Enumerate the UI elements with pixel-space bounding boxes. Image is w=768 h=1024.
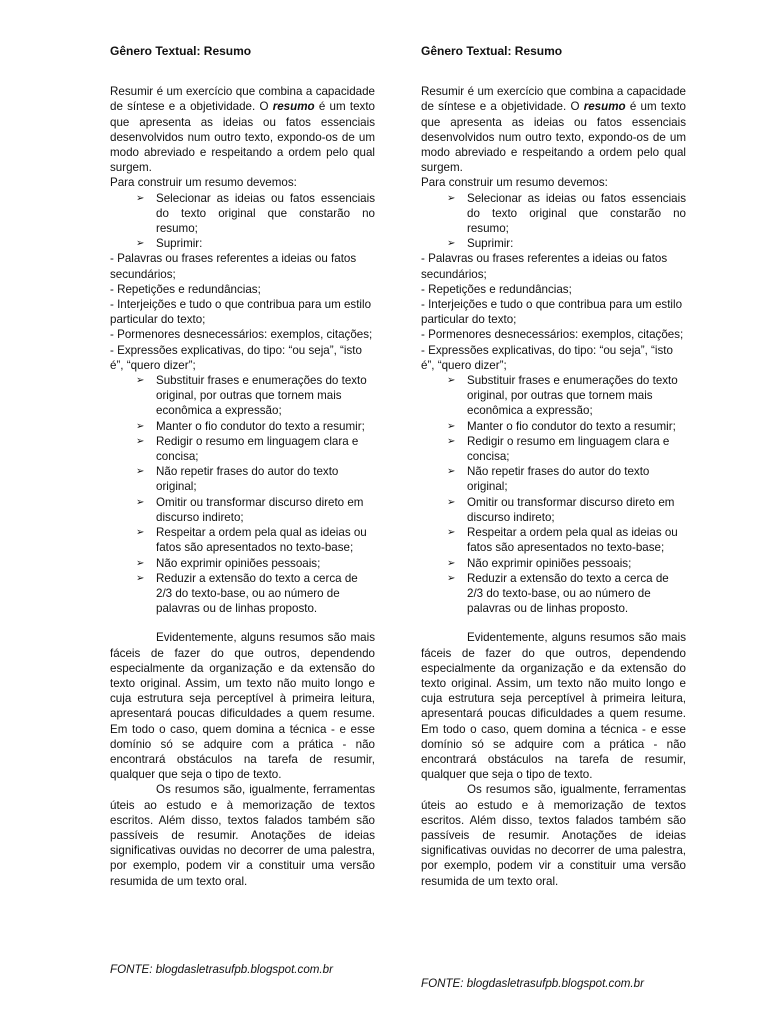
bullet-item [110,464,375,494]
bullet-text: Não exprimir opiniões pessoais; [467,556,632,570]
bullet-text: Redigir o resumo em linguagem clara e concisa; [156,434,359,464]
source-credit: FONTE: blogdasletrasufpb.blogspot.com.br [110,962,333,976]
bullet-text: Suprimir: [467,237,514,251]
intro-text-end: é um texto que apresenta as ideias ou fatos essenciais desenvolvidos num outro texto, expondo-os de um modo abreviado e respeitando a ordem pelo qual surgem. [110,100,375,175]
arrowhead-bullet-icon: ➢ [447,238,456,250]
body-paragraph: Os resumos são, igualmente, ferramentas úteis ao estudo e à memorização de textos escritos. Além disso, textos falados também são passíveis de resumir. Anotações de ideias significativas ouvidas no decorrer de uma palestra, por exemplo, podem vir a constituir uma versão resumida de um texto oral. [421,783,686,888]
bullet-item [421,525,686,555]
body-paragraph: Evidentemente, alguns resumos são mais fáceis de fazer do que outros, dependendo especialmente da organização e da extensão do texto original. Assim, um texto não muito longo e cuja estrutura seja perceptível à primeira leitura, apresentará poucas dificuldades a quem resume. Em todo o caso, quem domina a técnica - e esse domínio só se adquire com a prática - não encontrará obstáculos na tarefa de resumir, qualquer que seja o tipo de texto. [110,631,375,782]
bullet-text: Não repetir frases do autor do texto original; [156,465,339,494]
arrowhead-bullet-icon: ➢ [136,375,145,387]
bullet-item [110,434,375,464]
bullet-item [421,556,686,571]
left-column [110,44,375,976]
dash-item: - Pormenores desnecessários: exemplos, citações; [110,328,373,342]
bullet-text: Reduzir a extensão do texto a cerca de 2/3 do texto-base, ou ao número de palavras ou de linhas proposto. [467,571,669,616]
bullet-item [110,571,375,617]
bullet-item [421,495,686,525]
bullet-text: Redigir o resumo em linguagem clara e concisa; [467,434,670,464]
arrowhead-bullet-icon: ➢ [136,466,145,478]
dash-item: - Expressões explicativas, do tipo: “ou seja”, “isto é”, “quero dizer”; [421,343,673,372]
arrowhead-bullet-icon: ➢ [447,192,456,204]
bullet-item [421,434,686,464]
intro-text-end: é um texto que apresenta as ideias ou fatos essenciais desenvolvidos num outro texto, expondo-os de um modo abreviado e respeitando a ordem pelo qual surgem. [421,100,686,175]
arrowhead-bullet-icon: ➢ [447,466,456,478]
column-title: Gênero Textual: Resumo [110,44,252,58]
intro-emphasis: resumo [583,100,626,114]
bullet-text: Selecionar as ideias ou fatos essenciais do texto original que constarão no resumo; [156,191,375,236]
arrowhead-bullet-icon: ➢ [136,527,145,539]
dash-item: - Repetições e redundâncias; [110,282,261,296]
bullet-item [421,419,686,434]
bullet-text: Não repetir frases do autor do texto original; [467,465,650,494]
bullet-text: Substituir frases e enumerações do texto original, por outras que tornem mais econômica a expressão; [467,374,678,418]
bullet-item [110,495,375,525]
bullet-item [421,191,686,237]
body-paragraph: Evidentemente, alguns resumos são mais fáceis de fazer do que outros, dependendo especialmente da organização e da extensão do texto original. Assim, um texto não muito longo e cuja estrutura seja perceptível à primeira leitura, apresentará poucas dificuldades a quem resume. Em todo o caso, quem domina a técnica - e esse domínio só se adquire com a prática - não encontrará obstáculos na tarefa de resumir, qualquer que seja o tipo de texto. [421,631,686,782]
arrowhead-bullet-icon: ➢ [136,420,145,432]
bullet-item [110,525,375,555]
arrowhead-bullet-icon: ➢ [447,527,456,539]
intro-paragraph [421,84,686,175]
bullet-item [110,556,375,571]
dash-item: - Palavras ou frases referentes a ideias ou fatos secundários; [110,252,357,281]
bullet-item [110,373,375,419]
bullet-text: Reduzir a extensão do texto a cerca de 2/3 do texto-base, ou ao número de palavras ou de linhas proposto. [156,571,358,616]
arrowhead-bullet-icon: ➢ [447,375,456,387]
intro-text-start: Resumir é um exercício que combina a capacidade de síntese e a objetividade. O [110,85,375,114]
intro-emphasis: resumo [272,100,315,114]
bullet-text: Omitir ou transformar discurso direto em discurso indireto; [467,495,675,524]
body-paragraph: Os resumos são, igualmente, ferramentas úteis ao estudo e à memorização de textos escritos. Além disso, textos falados também são passíveis de resumir. Anotações de ideias significativas ouvidas no decorrer de uma palestra, por exemplo, podem vir a constituir uma versão resumida de um texto oral. [110,783,375,888]
bullet-text: Não exprimir opiniões pessoais; [156,556,321,570]
bullet-text: Selecionar as ideias ou fatos essenciais do texto original que constarão no resumo; [467,191,686,236]
arrowhead-bullet-icon: ➢ [447,496,456,508]
construct-line: Para construir um resumo devemos: [421,176,608,190]
bullet-text: Suprimir: [156,237,203,251]
bullet-item [421,373,686,419]
dash-item: - Expressões explicativas, do tipo: “ou seja”, “isto é”, “quero dizer”; [110,343,362,372]
bullet-text: Substituir frases e enumerações do texto original, por outras que tornem mais econômica a expressão; [156,374,367,418]
dash-item: - Pormenores desnecessários: exemplos, citações; [421,328,684,342]
bullet-item [110,191,375,237]
construct-line: Para construir um resumo devemos: [110,176,297,190]
spacer [110,616,375,630]
bullet-text: Respeitar a ordem pela qual as ideias ou fatos são apresentados no texto-base; [467,526,678,555]
arrowhead-bullet-icon: ➢ [447,435,456,447]
right-column [421,44,686,990]
dash-item: - Palavras ou frases referentes a ideias ou fatos secundários; [421,252,668,281]
bullet-item [110,419,375,434]
bullet-item [421,236,686,251]
arrowhead-bullet-icon: ➢ [136,557,145,569]
arrowhead-bullet-icon: ➢ [136,238,145,250]
column-title: Gênero Textual: Resumo [421,44,563,58]
source-credit: FONTE: blogdasletrasufpb.blogspot.com.br [421,976,644,990]
intro-paragraph [110,84,375,175]
bullet-item [110,236,375,251]
arrowhead-bullet-icon: ➢ [136,192,145,204]
bullet-text: Omitir ou transformar discurso direto em discurso indireto; [156,495,364,524]
arrowhead-bullet-icon: ➢ [447,557,456,569]
dash-item: - Interjeições e tudo o que contribua para um estilo particular do texto; [421,298,683,327]
spacer [421,616,686,630]
dash-item: - Interjeições e tudo o que contribua para um estilo particular do texto; [110,298,372,327]
bullet-text: Manter o fio condutor do texto a resumir; [156,419,365,433]
arrowhead-bullet-icon: ➢ [136,435,145,447]
bullet-text: Manter o fio condutor do texto a resumir; [467,419,676,433]
bullet-item [421,571,686,617]
arrowhead-bullet-icon: ➢ [447,420,456,432]
bullet-item [421,464,686,494]
bullet-text: Respeitar a ordem pela qual as ideias ou fatos são apresentados no texto-base; [156,526,367,555]
arrowhead-bullet-icon: ➢ [136,572,145,584]
intro-text-start: Resumir é um exercício que combina a capacidade de síntese e a objetividade. O [421,85,686,114]
arrowhead-bullet-icon: ➢ [447,572,456,584]
dash-item: - Repetições e redundâncias; [421,282,572,296]
arrowhead-bullet-icon: ➢ [136,496,145,508]
